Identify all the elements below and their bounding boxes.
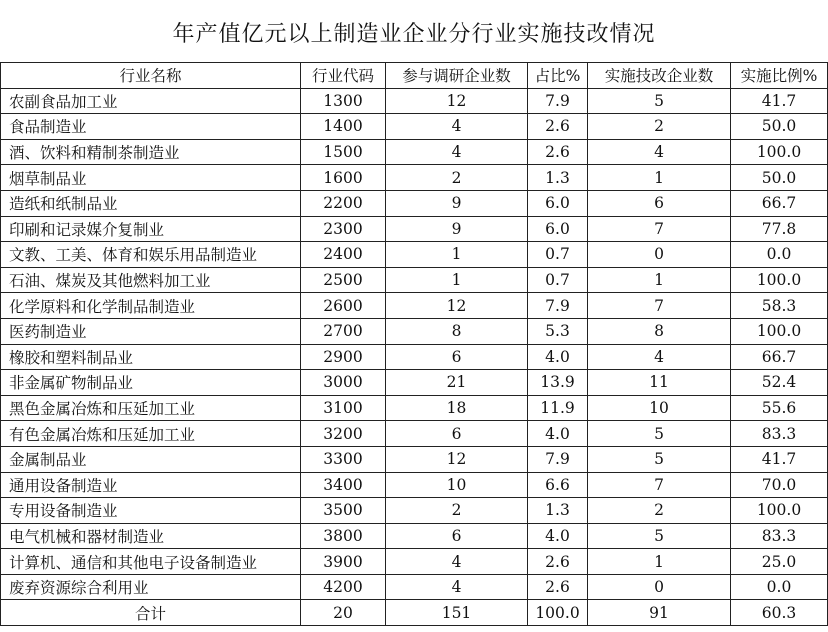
industry-name-cell: 专用设备制造业	[1, 498, 301, 524]
surveyed-count-cell: 9	[386, 216, 528, 242]
industry-name-cell: 合计	[1, 600, 301, 626]
table-row	[1, 498, 828, 524]
share-cell: 6.0	[528, 216, 588, 242]
industry-code-cell: 3300	[301, 446, 386, 472]
table-body	[1, 88, 828, 625]
table-row	[1, 549, 828, 575]
column-header: 实施技改企业数	[588, 63, 731, 89]
table-row	[1, 472, 828, 498]
upgrade-ratio-cell: 52.4	[731, 370, 828, 396]
share-cell: 6.6	[528, 472, 588, 498]
upgrade-ratio-cell: 100.0	[731, 318, 828, 344]
table-row	[1, 344, 828, 370]
share-cell: 2.6	[528, 114, 588, 140]
surveyed-count-cell: 6	[386, 344, 528, 370]
industry-name-cell: 计算机、通信和其他电子设备制造业	[1, 549, 301, 575]
column-header: 占比%	[528, 63, 588, 89]
share-cell: 1.3	[528, 165, 588, 191]
industry-code-cell: 3000	[301, 370, 386, 396]
industry-code-cell: 1300	[301, 88, 386, 114]
page-title: 年产值亿元以上制造业企业分行业实施技改情况	[172, 22, 656, 47]
industry-code-cell: 2600	[301, 293, 386, 319]
table-row	[1, 446, 828, 472]
table-row	[1, 88, 828, 114]
share-cell: 2.6	[528, 139, 588, 165]
industry-table	[0, 62, 828, 626]
table-row	[1, 139, 828, 165]
industry-name-cell: 橡胶和塑料制品业	[1, 344, 301, 370]
upgrade-ratio-cell: 50.0	[731, 165, 828, 191]
share-cell: 2.6	[528, 574, 588, 600]
surveyed-count-cell: 4	[386, 574, 528, 600]
surveyed-count-cell: 18	[386, 395, 528, 421]
upgrade-ratio-cell: 66.7	[731, 344, 828, 370]
share-cell: 4.0	[528, 421, 588, 447]
industry-code-cell: 2300	[301, 216, 386, 242]
surveyed-count-cell: 6	[386, 523, 528, 549]
upgrade-count-cell: 5	[588, 421, 731, 447]
column-header: 参与调研企业数	[386, 63, 528, 89]
table-row	[1, 370, 828, 396]
table-row	[1, 574, 828, 600]
industry-name-cell: 烟草制品业	[1, 165, 301, 191]
surveyed-count-cell: 4	[386, 549, 528, 575]
industry-code-cell: 2900	[301, 344, 386, 370]
column-header: 行业名称	[1, 63, 301, 89]
surveyed-count-cell: 2	[386, 498, 528, 524]
industry-name-cell: 印刷和记录媒介复制业	[1, 216, 301, 242]
industry-name-cell: 非金属矿物制品业	[1, 370, 301, 396]
industry-code-cell: 3100	[301, 395, 386, 421]
table-row	[1, 216, 828, 242]
industry-code-cell: 3800	[301, 523, 386, 549]
share-cell: 6.0	[528, 190, 588, 216]
surveyed-count-cell: 4	[386, 114, 528, 140]
upgrade-count-cell: 7	[588, 293, 731, 319]
industry-name-cell: 电气机械和器材制造业	[1, 523, 301, 549]
surveyed-count-cell: 1	[386, 267, 528, 293]
surveyed-count-cell: 1	[386, 242, 528, 268]
upgrade-count-cell: 5	[588, 446, 731, 472]
surveyed-count-cell: 12	[386, 88, 528, 114]
upgrade-ratio-cell: 0.0	[731, 242, 828, 268]
upgrade-ratio-cell: 83.3	[731, 421, 828, 447]
upgrade-count-cell: 5	[588, 88, 731, 114]
share-cell: 100.0	[528, 600, 588, 626]
table-row	[1, 242, 828, 268]
upgrade-ratio-cell: 77.8	[731, 216, 828, 242]
industry-name-cell: 造纸和纸制品业	[1, 190, 301, 216]
industry-code-cell: 2700	[301, 318, 386, 344]
industry-name-cell: 废弃资源综合利用业	[1, 574, 301, 600]
industry-name-cell: 文教、工美、体育和娱乐用品制造业	[1, 242, 301, 268]
upgrade-count-cell: 6	[588, 190, 731, 216]
share-cell: 11.9	[528, 395, 588, 421]
upgrade-ratio-cell: 66.7	[731, 190, 828, 216]
header-row	[1, 63, 828, 89]
upgrade-ratio-cell: 41.7	[731, 446, 828, 472]
industry-name-cell: 酒、饮料和精制茶制造业	[1, 139, 301, 165]
share-cell: 7.9	[528, 88, 588, 114]
upgrade-ratio-cell: 55.6	[731, 395, 828, 421]
upgrade-ratio-cell: 100.0	[731, 498, 828, 524]
share-cell: 5.3	[528, 318, 588, 344]
table-row	[1, 267, 828, 293]
upgrade-count-cell: 1	[588, 165, 731, 191]
upgrade-ratio-cell: 25.0	[731, 549, 828, 575]
table-row	[1, 318, 828, 344]
upgrade-ratio-cell: 100.0	[731, 139, 828, 165]
upgrade-ratio-cell: 50.0	[731, 114, 828, 140]
industry-code-cell: 2400	[301, 242, 386, 268]
share-cell: 4.0	[528, 523, 588, 549]
industry-name-cell: 石油、煤炭及其他燃料加工业	[1, 267, 301, 293]
table-row	[1, 114, 828, 140]
surveyed-count-cell: 12	[386, 446, 528, 472]
upgrade-count-cell: 1	[588, 549, 731, 575]
industry-name-cell: 农副食品加工业	[1, 88, 301, 114]
surveyed-count-cell: 8	[386, 318, 528, 344]
upgrade-count-cell: 0	[588, 574, 731, 600]
industry-name-cell: 食品制造业	[1, 114, 301, 140]
column-header: 实施比例%	[731, 63, 828, 89]
upgrade-count-cell: 2	[588, 498, 731, 524]
upgrade-ratio-cell: 70.0	[731, 472, 828, 498]
upgrade-ratio-cell: 0.0	[731, 574, 828, 600]
upgrade-count-cell: 10	[588, 395, 731, 421]
industry-code-cell: 2500	[301, 267, 386, 293]
surveyed-count-cell: 10	[386, 472, 528, 498]
share-cell: 1.3	[528, 498, 588, 524]
surveyed-count-cell: 2	[386, 165, 528, 191]
share-cell: 7.9	[528, 293, 588, 319]
industry-code-cell: 3900	[301, 549, 386, 575]
upgrade-ratio-cell: 60.3	[731, 600, 828, 626]
industry-code-cell: 3500	[301, 498, 386, 524]
upgrade-count-cell: 5	[588, 523, 731, 549]
table-row	[1, 421, 828, 447]
total-row	[1, 600, 828, 626]
surveyed-count-cell: 151	[386, 600, 528, 626]
industry-code-cell: 1400	[301, 114, 386, 140]
upgrade-count-cell: 2	[588, 114, 731, 140]
surveyed-count-cell: 9	[386, 190, 528, 216]
industry-code-cell: 3200	[301, 421, 386, 447]
upgrade-count-cell: 11	[588, 370, 731, 396]
column-header: 行业代码	[301, 63, 386, 89]
upgrade-count-cell: 8	[588, 318, 731, 344]
table-row	[1, 523, 828, 549]
table-row	[1, 190, 828, 216]
industry-code-cell: 1500	[301, 139, 386, 165]
share-cell: 2.6	[528, 549, 588, 575]
surveyed-count-cell: 6	[386, 421, 528, 447]
share-cell: 4.0	[528, 344, 588, 370]
table-row	[1, 395, 828, 421]
upgrade-count-cell: 91	[588, 600, 731, 626]
industry-code-cell: 2200	[301, 190, 386, 216]
upgrade-ratio-cell: 41.7	[731, 88, 828, 114]
industry-name-cell: 黑色金属冶炼和压延加工业	[1, 395, 301, 421]
upgrade-ratio-cell: 58.3	[731, 293, 828, 319]
industry-code-cell: 1600	[301, 165, 386, 191]
industry-name-cell: 金属制品业	[1, 446, 301, 472]
industry-code-cell: 4200	[301, 574, 386, 600]
surveyed-count-cell: 12	[386, 293, 528, 319]
share-cell: 0.7	[528, 242, 588, 268]
industry-name-cell: 医药制造业	[1, 318, 301, 344]
upgrade-count-cell: 7	[588, 472, 731, 498]
industry-code-cell: 3400	[301, 472, 386, 498]
upgrade-ratio-cell: 100.0	[731, 267, 828, 293]
share-cell: 13.9	[528, 370, 588, 396]
share-cell: 0.7	[528, 267, 588, 293]
surveyed-count-cell: 21	[386, 370, 528, 396]
table-row	[1, 293, 828, 319]
industry-name-cell: 有色金属冶炼和压延加工业	[1, 421, 301, 447]
surveyed-count-cell: 4	[386, 139, 528, 165]
upgrade-count-cell: 0	[588, 242, 731, 268]
table-row	[1, 165, 828, 191]
share-cell: 7.9	[528, 446, 588, 472]
upgrade-count-cell: 4	[588, 344, 731, 370]
upgrade-count-cell: 4	[588, 139, 731, 165]
upgrade-ratio-cell: 83.3	[731, 523, 828, 549]
upgrade-count-cell: 7	[588, 216, 731, 242]
industry-name-cell: 化学原料和化学制品制造业	[1, 293, 301, 319]
industry-code-cell: 20	[301, 600, 386, 626]
industry-name-cell: 通用设备制造业	[1, 472, 301, 498]
upgrade-count-cell: 1	[588, 267, 731, 293]
